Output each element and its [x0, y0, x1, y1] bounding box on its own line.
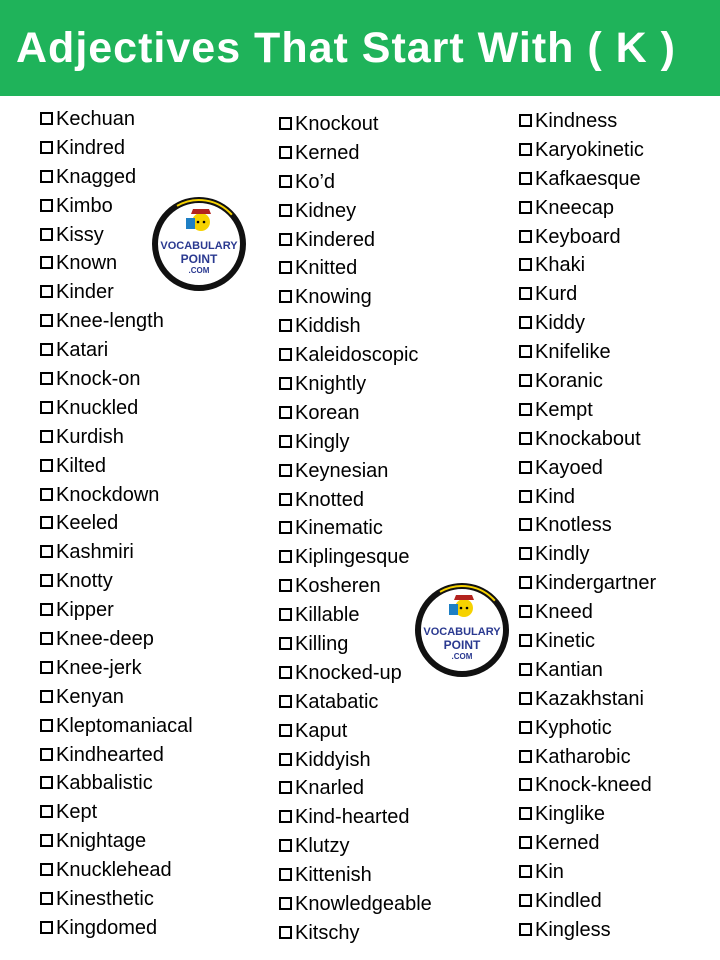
checkbox-square-icon: [279, 608, 292, 621]
word-label: Killable: [295, 604, 360, 627]
word-list-item: [40, 365, 193, 394]
checkbox-square-icon: [279, 406, 292, 419]
word-label: Kazakhstani: [535, 687, 644, 710]
word-list-item: [40, 798, 193, 827]
word-label: Keyboard: [535, 225, 621, 248]
word-list-item: [519, 887, 656, 916]
word-label: Kindness: [535, 109, 618, 132]
checkbox-square-icon: [519, 201, 532, 214]
word-label: Kingly: [295, 430, 350, 453]
checkbox-square-icon: [279, 695, 292, 708]
checkbox-square-icon: [279, 464, 292, 477]
word-label: Knocked-up: [295, 661, 402, 684]
word-label: Kinder: [56, 281, 114, 304]
word-label: Kabbalistic: [56, 772, 153, 795]
checkbox-square-icon: [279, 724, 292, 737]
word-label: Kiddyish: [295, 748, 371, 771]
word-list-item: [279, 861, 432, 890]
word-list-item: [519, 338, 656, 367]
word-label: Klutzy: [295, 835, 350, 858]
logo-text-line3: .COM: [451, 652, 473, 661]
word-list-item: [40, 769, 193, 798]
word-list-item: [279, 543, 432, 572]
word-label: Knowledgeable: [295, 892, 432, 915]
word-label: Knotty: [56, 570, 113, 593]
checkbox-square-icon: [519, 374, 532, 387]
word-list-item: [279, 457, 432, 486]
word-list-item: [40, 336, 193, 365]
word-label: Kindered: [295, 228, 376, 251]
word-list-item: [40, 394, 193, 423]
word-label: Katabatic: [295, 690, 379, 713]
word-list-item: [519, 511, 656, 540]
word-list-item: [40, 741, 193, 770]
word-list-item: [519, 194, 656, 223]
checkbox-square-icon: [40, 603, 53, 616]
word-label: Kingdomed: [56, 916, 158, 939]
checkbox-square-icon: [519, 547, 532, 560]
checkbox-square-icon: [40, 199, 53, 212]
word-label: Kerned: [295, 141, 360, 164]
word-list-item: [519, 656, 656, 685]
checkbox-square-icon: [519, 894, 532, 907]
word-list-item: [519, 685, 656, 714]
checkbox-square-icon: [279, 810, 292, 823]
word-label: Kiddish: [295, 315, 361, 338]
word-list-item: [40, 885, 193, 914]
word-list-item: [40, 827, 193, 856]
word-label: Knockdown: [56, 483, 160, 506]
word-list-item: [279, 890, 432, 919]
checkbox-square-icon: [519, 836, 532, 849]
checkbox-square-icon: [40, 863, 53, 876]
checkbox-square-icon: [40, 430, 53, 443]
checkbox-square-icon: [40, 459, 53, 472]
word-label: Kept: [56, 801, 98, 824]
checkbox-square-icon: [279, 435, 292, 448]
word-label: Keeled: [56, 512, 119, 535]
title-banner: [0, 0, 720, 96]
word-label: Kayoed: [535, 456, 603, 479]
word-label: Kimbo: [56, 194, 113, 217]
word-list-item: [279, 197, 432, 226]
word-list-item: [279, 688, 432, 717]
word-list-item: [519, 367, 656, 396]
word-label: Kinematic: [295, 517, 383, 540]
checkbox-square-icon: [40, 661, 53, 674]
checkbox-square-icon: [40, 805, 53, 818]
word-list-item: [279, 341, 432, 370]
word-list-item: [279, 486, 432, 515]
word-list-item: [519, 771, 656, 800]
checkbox-square-icon: [40, 545, 53, 558]
word-list-item: [519, 454, 656, 483]
word-list-item: [279, 168, 432, 197]
word-label: Knucklehead: [56, 859, 172, 882]
checkbox-square-icon: [279, 233, 292, 246]
checkbox-square-icon: [40, 719, 53, 732]
checkbox-square-icon: [40, 748, 53, 761]
word-list-item: [279, 572, 432, 601]
checkbox-square-icon: [279, 521, 292, 534]
checkbox-square-icon: [519, 692, 532, 705]
word-label: Knotless: [535, 514, 612, 537]
checkbox-square-icon: [519, 605, 532, 618]
word-label: Kaleidoscopic: [295, 344, 419, 367]
word-list-item: [519, 598, 656, 627]
word-label: Katharobic: [535, 745, 631, 768]
checkbox-square-icon: [519, 865, 532, 878]
word-label: Killing: [295, 632, 349, 655]
checkbox-square-icon: [279, 666, 292, 679]
word-list-item: [519, 425, 656, 454]
word-label: Known: [56, 252, 118, 275]
checkbox-square-icon: [519, 432, 532, 445]
checkbox-square-icon: [279, 637, 292, 650]
checkbox-square-icon: [279, 146, 292, 159]
checkbox-square-icon: [279, 897, 292, 910]
word-label: Knock-on: [56, 367, 141, 390]
word-list-item: [519, 743, 656, 772]
word-list-item: [519, 107, 656, 136]
word-list-item: [279, 399, 432, 428]
word-column-2: [279, 110, 432, 948]
word-label: Kissy: [56, 223, 104, 246]
word-label: Koranic: [535, 369, 603, 392]
word-list-item: [519, 280, 656, 309]
logo-text-line2: POINT: [180, 252, 218, 266]
word-label: Kashmiri: [56, 541, 134, 564]
word-label: Knee-jerk: [56, 656, 142, 679]
word-label: Kurdish: [56, 425, 124, 448]
word-label: Kosheren: [295, 575, 381, 598]
checkbox-square-icon: [519, 721, 532, 734]
checkbox-square-icon: [40, 401, 53, 414]
word-list-item: [40, 914, 193, 943]
word-list-item: [40, 683, 193, 712]
checkbox-square-icon: [519, 663, 532, 676]
word-list-item: [40, 625, 193, 654]
word-label: Kindly: [535, 543, 590, 566]
word-list-item: [519, 627, 656, 656]
word-list-item: [279, 110, 432, 139]
word-list-item: [279, 370, 432, 399]
checkbox-square-icon: [40, 776, 53, 789]
checkbox-square-icon: [279, 868, 292, 881]
logo-text-line1: VOCABULARY: [423, 626, 501, 638]
checkbox-square-icon: [519, 230, 532, 243]
word-label: Knightly: [295, 372, 367, 395]
word-label: Knotted: [295, 488, 364, 511]
checkbox-square-icon: [279, 579, 292, 592]
word-list-item: [279, 919, 432, 948]
word-label: Knock-kneed: [535, 774, 652, 797]
word-label: Karyokinetic: [535, 138, 644, 161]
word-list-item: [519, 165, 656, 194]
logo-text-line1: VOCABULARY: [160, 240, 238, 252]
word-list-item: [519, 396, 656, 425]
word-list-item: [519, 916, 656, 945]
word-list-item: [519, 714, 656, 743]
word-label: Kitschy: [295, 921, 360, 944]
word-list-item: [519, 800, 656, 829]
word-label: Knee-deep: [56, 627, 154, 650]
word-label: Kneecap: [535, 196, 614, 219]
word-label: Kidney: [295, 199, 357, 222]
word-list-item: [40, 856, 193, 885]
word-column-3: [519, 107, 656, 945]
word-list-item: [519, 483, 656, 512]
word-label: Kaput: [295, 719, 348, 742]
checkbox-square-icon: [519, 518, 532, 531]
checkbox-square-icon: [40, 892, 53, 905]
word-list-item: [279, 226, 432, 255]
logo-text-line3: .COM: [188, 266, 210, 275]
checkbox-square-icon: [40, 516, 53, 529]
word-label: Knowing: [295, 286, 372, 309]
checkbox-square-icon: [519, 114, 532, 127]
word-label: Kipper: [56, 599, 114, 622]
word-label: Knitted: [295, 257, 358, 280]
word-label: Kindergartner: [535, 572, 657, 595]
word-label: Kindhearted: [56, 743, 164, 766]
word-label: Kyphotic: [535, 716, 612, 739]
word-list-item: [279, 803, 432, 832]
word-label: Kingless: [535, 918, 611, 941]
checkbox-square-icon: [519, 345, 532, 358]
word-list-item: [40, 538, 193, 567]
checkbox-square-icon: [40, 834, 53, 847]
word-label: Kindled: [535, 889, 602, 912]
word-list-item: [40, 596, 193, 625]
word-list-item: [519, 829, 656, 858]
checkbox-square-icon: [40, 228, 53, 241]
word-label: Keynesian: [295, 459, 389, 482]
word-list-item: [279, 601, 432, 630]
word-list-item: [40, 452, 193, 481]
checkbox-square-icon: [519, 576, 532, 589]
word-list-item: [40, 567, 193, 596]
checkbox-square-icon: [279, 117, 292, 130]
word-label: Knockabout: [535, 427, 641, 450]
checkbox-square-icon: [519, 634, 532, 647]
checkbox-square-icon: [279, 839, 292, 852]
word-label: Knee-length: [56, 310, 164, 333]
vocabulary-point-logo: [414, 582, 510, 678]
checkbox-square-icon: [40, 343, 53, 356]
word-list-item: [519, 858, 656, 887]
word-list-item: [40, 134, 193, 163]
word-list-item: [279, 139, 432, 168]
checkbox-square-icon: [40, 170, 53, 183]
word-list-item: [279, 659, 432, 688]
word-label: Ko’d: [295, 170, 336, 193]
word-label: Kind: [535, 485, 576, 508]
checkbox-square-icon: [519, 287, 532, 300]
logo-text-line2: POINT: [443, 638, 481, 652]
checkbox-square-icon: [279, 493, 292, 506]
checkbox-square-icon: [279, 926, 292, 939]
word-label: Kin: [535, 861, 564, 884]
checkbox-square-icon: [279, 261, 292, 274]
word-label: Kinglike: [535, 803, 606, 826]
word-label: Knuckled: [56, 396, 139, 419]
checkbox-square-icon: [40, 285, 53, 298]
checkbox-square-icon: [40, 690, 53, 703]
word-label: Kiddy: [535, 312, 586, 335]
checkbox-square-icon: [519, 316, 532, 329]
word-label: Korean: [295, 401, 360, 424]
vocabulary-point-logo: [151, 196, 247, 292]
checkbox-square-icon: [519, 172, 532, 185]
word-label: Knockout: [295, 112, 379, 135]
word-label: Kneed: [535, 601, 593, 624]
word-list-item: [519, 540, 656, 569]
checkbox-square-icon: [40, 372, 53, 385]
checkbox-square-icon: [279, 753, 292, 766]
word-list-item: [519, 251, 656, 280]
word-list-item: [40, 481, 193, 510]
word-label: Kinetic: [535, 629, 596, 652]
word-label: Kinesthetic: [56, 887, 154, 910]
word-list-item: [40, 423, 193, 452]
word-list-item: [279, 774, 432, 803]
word-list-item: [279, 832, 432, 861]
checkbox-square-icon: [40, 314, 53, 327]
checkbox-square-icon: [279, 204, 292, 217]
word-list-item: [279, 312, 432, 341]
checkbox-square-icon: [40, 488, 53, 501]
checkbox-square-icon: [279, 377, 292, 390]
word-label: Kenyan: [56, 685, 124, 708]
checkbox-square-icon: [279, 781, 292, 794]
checkbox-square-icon: [40, 921, 53, 934]
word-list-item: [519, 223, 656, 252]
word-label: Kempt: [535, 398, 593, 421]
checkbox-square-icon: [519, 258, 532, 271]
word-list-item: [279, 514, 432, 543]
word-label: Khaki: [535, 254, 586, 277]
checkbox-square-icon: [519, 403, 532, 416]
word-label: Kindred: [56, 136, 125, 159]
checkbox-square-icon: [519, 807, 532, 820]
word-label: Kerned: [535, 832, 600, 855]
word-label: Knifelike: [535, 341, 611, 364]
word-list-item: [40, 654, 193, 683]
checkbox-square-icon: [40, 112, 53, 125]
word-list-item: [279, 630, 432, 659]
checkbox-square-icon: [279, 550, 292, 563]
checkbox-square-icon: [519, 778, 532, 791]
word-list-item: [279, 428, 432, 457]
word-list-item: [279, 746, 432, 775]
word-list-item: [279, 717, 432, 746]
word-label: Knagged: [56, 165, 137, 188]
checkbox-square-icon: [519, 923, 532, 936]
checkbox-square-icon: [279, 319, 292, 332]
word-list-item: [519, 309, 656, 338]
word-label: Kilted: [56, 454, 107, 477]
word-list-item: [40, 307, 193, 336]
word-list-item: [40, 509, 193, 538]
word-label: Kittenish: [295, 864, 372, 887]
word-list-item: [279, 283, 432, 312]
page-title: Adjectives That Start With ( K ): [16, 24, 676, 72]
word-list-item: [40, 712, 193, 741]
checkbox-square-icon: [40, 141, 53, 154]
word-label: Knarled: [295, 777, 364, 800]
word-list-item: [519, 136, 656, 165]
checkbox-square-icon: [519, 490, 532, 503]
word-list-item: [40, 163, 193, 192]
word-label: Kurd: [535, 283, 578, 306]
checkbox-square-icon: [279, 175, 292, 188]
word-label: Kiplingesque: [295, 546, 410, 569]
word-label: Knightage: [56, 830, 147, 853]
checkbox-square-icon: [40, 632, 53, 645]
checkbox-square-icon: [519, 461, 532, 474]
word-label: Kantian: [535, 658, 603, 681]
word-label: Kafkaesque: [535, 167, 641, 190]
word-list-item: [519, 569, 656, 598]
checkbox-square-icon: [279, 348, 292, 361]
checkbox-square-icon: [519, 750, 532, 763]
checkbox-square-icon: [279, 290, 292, 303]
word-list-item: [279, 254, 432, 283]
word-label: Kind-hearted: [295, 806, 410, 829]
word-label: Kechuan: [56, 107, 135, 130]
word-label: Kleptomaniacal: [56, 714, 193, 737]
checkbox-square-icon: [40, 256, 53, 269]
word-label: Katari: [56, 339, 109, 362]
checkbox-square-icon: [40, 574, 53, 587]
checkbox-square-icon: [519, 143, 532, 156]
word-list-item: [40, 105, 193, 134]
